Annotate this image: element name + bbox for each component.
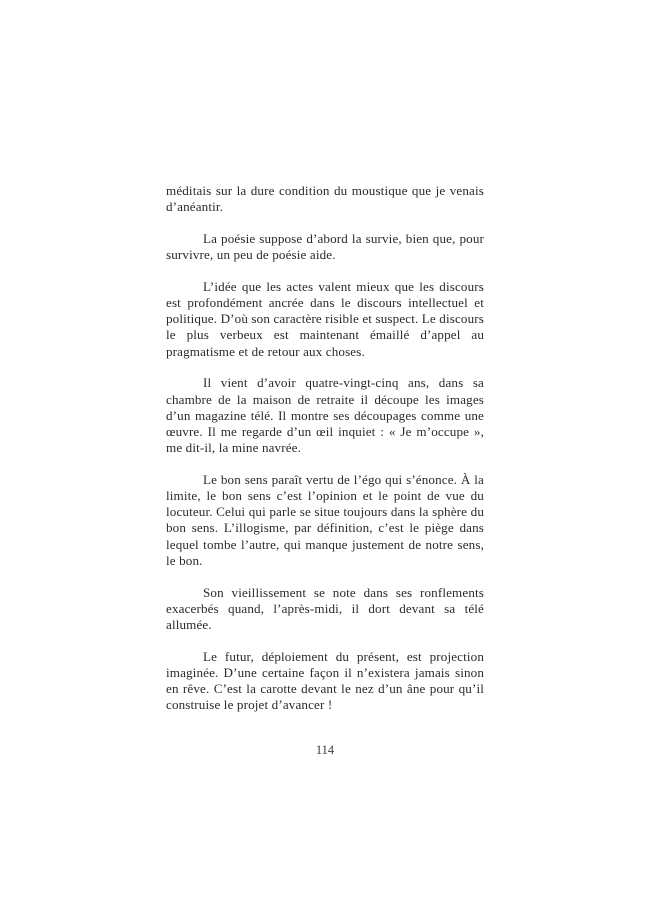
paragraph: Le bon sens paraît vertu de l’égo qui s’énonce. À la limite, le bon sens c’est l’opinion et le point de vue du locuteur. Celui qui parle se situe toujours dans la sphère du bon sens. L’illogisme, par définition, c’est le piège dans lequel tombe l’autre, qui manque justement de notre sens, le bon.: [166, 471, 484, 568]
paragraph: L’idée que les actes valent mieux que les discours est profondément ancrée dans le discours intellectuel et politique. D’où son caractère risible et suspect. Le discours le plus verbeux est maintenant émaillé d’appel au pragmatisme et de retour aux choses.: [166, 278, 484, 359]
paragraph: Le futur, déploiement du présent, est projection imaginée. D’une certaine façon il n’existera jamais sinon en rêve. C’est la carotte devant le nez d’un âne pour qu’il construise le projet d’avancer !: [166, 648, 484, 713]
paragraph: méditais sur la dure condition du moustique que je venais d’anéantir.: [166, 183, 484, 215]
paragraph: La poésie suppose d’abord la survie, bien que, pour survivre, un peu de poésie aide.: [166, 230, 484, 263]
page-number: 114: [315, 743, 335, 757]
paragraph: Il vient d’avoir quatre-vingt-cinq ans, dans sa chambre de la maison de retraite il découpe les images d’un magazine télé. Il montre ses découpages comme une œuvre. Il me regarde d’un œil inquiet : « Je m’occupe », me dit-il, la mine navrée.: [166, 375, 484, 456]
paragraph: Son vieillissement se note dans ses ronflements exacerbés quand, l’après-midi, il dort devant sa télé allumée.: [166, 584, 484, 632]
body-text-block: [166, 183, 484, 713]
